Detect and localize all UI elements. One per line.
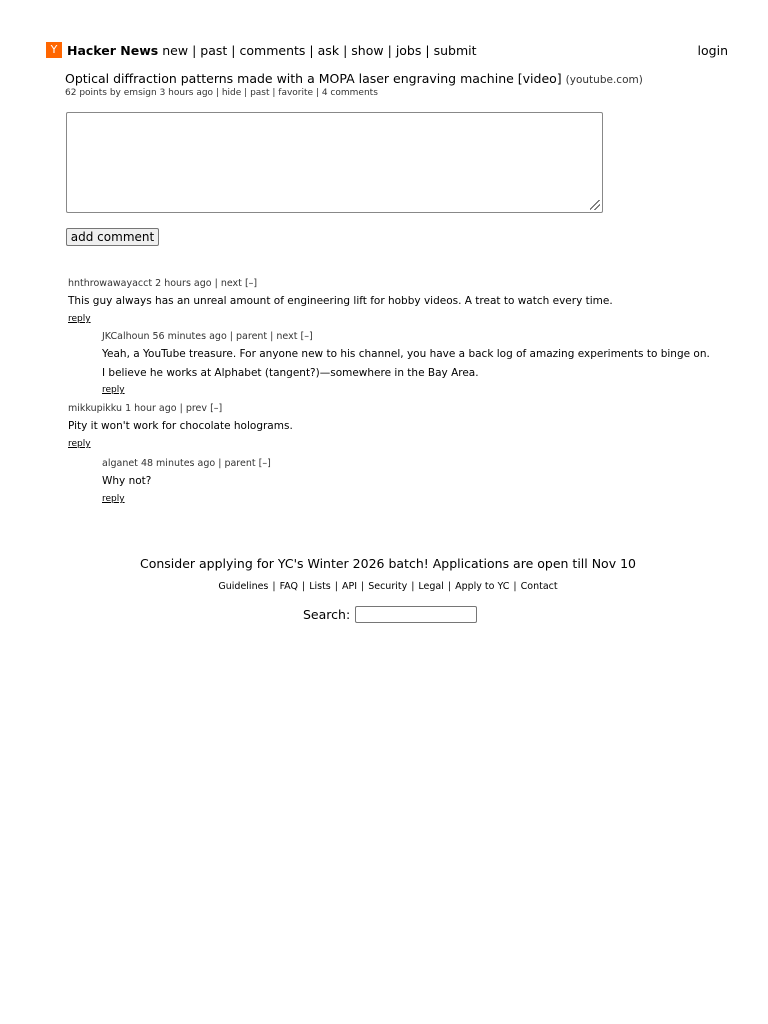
site-name-link[interactable]: Hacker News xyxy=(67,42,159,58)
add-comment-button[interactable]: add comment xyxy=(66,228,159,246)
header-bar xyxy=(46,40,728,60)
story-points: 62 points xyxy=(65,88,107,98)
story-user-link[interactable]: emsign xyxy=(123,88,157,98)
comment-paragraph: This guy always has an unreal amount of engineering lift for hobby videos. A treat to watch every time. xyxy=(68,295,613,307)
comment-text xyxy=(68,295,688,308)
nav-show[interactable]: show xyxy=(351,42,384,58)
story-title-row xyxy=(65,71,643,86)
resize-grip-icon[interactable] xyxy=(590,200,600,210)
comment-item xyxy=(102,331,722,395)
reply-link[interactable]: reply xyxy=(68,439,91,449)
footer-link-faq[interactable]: FAQ xyxy=(279,581,298,592)
comment-toggle[interactable]: [–] xyxy=(258,458,271,469)
story-hide-link[interactable]: hide xyxy=(221,88,242,98)
comment-item xyxy=(68,278,688,324)
story-comments-link[interactable]: 4 comments xyxy=(321,88,378,98)
search-label: Search: xyxy=(303,607,351,622)
comment-age-link[interactable]: 2 hours ago xyxy=(155,278,212,289)
footer-link-contact[interactable]: Contact xyxy=(520,581,558,592)
comment-parent-link[interactable]: parent xyxy=(236,331,268,342)
nav-jobs[interactable]: jobs xyxy=(395,42,422,58)
comment-item xyxy=(102,458,722,504)
comment-next-link[interactable]: next xyxy=(276,331,298,342)
story-title-link[interactable]: Optical diffraction patterns made with a MOPA laser engraving machine [video] xyxy=(65,71,562,86)
comment-age-link[interactable]: 48 minutes ago xyxy=(140,458,216,469)
footer-separator: | xyxy=(513,581,517,592)
footer-separator: | xyxy=(411,581,415,592)
comment-paragraph: Why not? xyxy=(102,475,152,487)
comment-user-link[interactable]: JKCalhoun xyxy=(102,331,150,342)
comment-user-link[interactable]: hnthrowawayacct xyxy=(68,278,153,289)
nav-separator: | xyxy=(192,42,197,58)
login-link[interactable]: login xyxy=(697,42,728,58)
nav-separator: | xyxy=(387,42,392,58)
nav-separator: | xyxy=(343,42,348,58)
footer-separator: | xyxy=(447,581,452,592)
footer-links xyxy=(0,581,768,592)
nav-comments[interactable]: comments xyxy=(239,42,306,58)
search-form xyxy=(303,606,477,623)
comment-header: mikkupikku 1 hour ago | prev [–] xyxy=(68,403,223,414)
nav-separator: | xyxy=(309,42,314,58)
comment-parent-link[interactable]: parent xyxy=(224,458,256,469)
footer-link-lists[interactable]: Lists xyxy=(309,581,331,592)
comment-paragraph: Pity it won't work for chocolate holograms. xyxy=(68,420,293,432)
comment-header: JKCalhoun 56 minutes ago | parent | next [–] xyxy=(102,331,313,342)
comment-age-link[interactable]: 1 hour ago xyxy=(125,403,177,414)
comment-next-link[interactable]: next xyxy=(220,278,242,289)
footer-link-api[interactable]: API xyxy=(341,581,357,592)
comment-toggle[interactable]: [–] xyxy=(300,331,313,342)
story-domain-link[interactable]: (youtube.com) xyxy=(565,74,643,86)
top-nav xyxy=(162,43,476,58)
story-age-link[interactable]: 3 hours ago xyxy=(159,88,214,98)
reply-link[interactable]: reply xyxy=(102,494,125,504)
nav-submit[interactable]: submit xyxy=(433,42,477,58)
reply-link[interactable]: reply xyxy=(102,385,125,395)
footer-separator: | xyxy=(361,581,365,592)
footer-separator: | xyxy=(302,581,306,592)
footer-separator: | xyxy=(272,581,276,592)
story-favorite-link[interactable]: favorite xyxy=(278,88,314,98)
search-input[interactable] xyxy=(355,606,477,623)
comment-text xyxy=(102,475,722,488)
story-subtext: 62 points by emsign 3 hours ago | hide | past | favorite | 4 comments xyxy=(65,88,378,98)
nav-new[interactable]: new xyxy=(162,42,189,58)
comment-paragraph: I believe he works at Alphabet (tangent?)—somewhere in the Bay Area. xyxy=(102,367,479,379)
comment-text xyxy=(68,420,688,433)
comment-user-link[interactable]: mikkupikku xyxy=(68,403,123,414)
comment-prev-link[interactable]: prev xyxy=(185,403,208,414)
nav-separator: | xyxy=(425,42,430,58)
footer-separator: | xyxy=(334,581,338,592)
footer-link-legal[interactable]: Legal xyxy=(418,581,444,592)
comment-header: alganet 48 minutes ago | parent [–] xyxy=(102,458,271,469)
reply-link[interactable]: reply xyxy=(68,314,91,324)
story-by: by xyxy=(109,88,121,98)
footer-link-apply[interactable]: Apply to YC xyxy=(455,581,510,592)
footer-link-guidelines[interactable]: Guidelines xyxy=(218,581,269,592)
story-past-link[interactable]: past xyxy=(250,88,270,98)
comment-toggle[interactable]: [–] xyxy=(244,278,258,289)
comment-text xyxy=(102,348,722,380)
footer-cta-link[interactable]: Consider applying for YC's Winter 2026 batch! Applications are open till Nov 10 xyxy=(140,556,636,571)
nav-separator: | xyxy=(231,42,236,58)
comment-user-link[interactable]: alganet xyxy=(102,458,138,469)
comment-toggle[interactable]: [–] xyxy=(210,403,223,414)
comment-paragraph: Yeah, a YouTube treasure. For anyone new to his channel, you have a back log of amazing experiments to binge on. xyxy=(102,348,710,360)
nav-ask[interactable]: ask xyxy=(317,42,340,58)
comment-item xyxy=(68,403,688,449)
comment-header: hnthrowawayacct 2 hours ago | next [–] xyxy=(68,278,258,289)
nav-past[interactable]: past xyxy=(200,42,228,58)
comment-textarea[interactable] xyxy=(66,112,603,213)
comment-age-link[interactable]: 56 minutes ago xyxy=(152,331,227,342)
y-logo-icon[interactable]: Y xyxy=(46,42,62,58)
footer-link-security[interactable]: Security xyxy=(368,581,408,592)
